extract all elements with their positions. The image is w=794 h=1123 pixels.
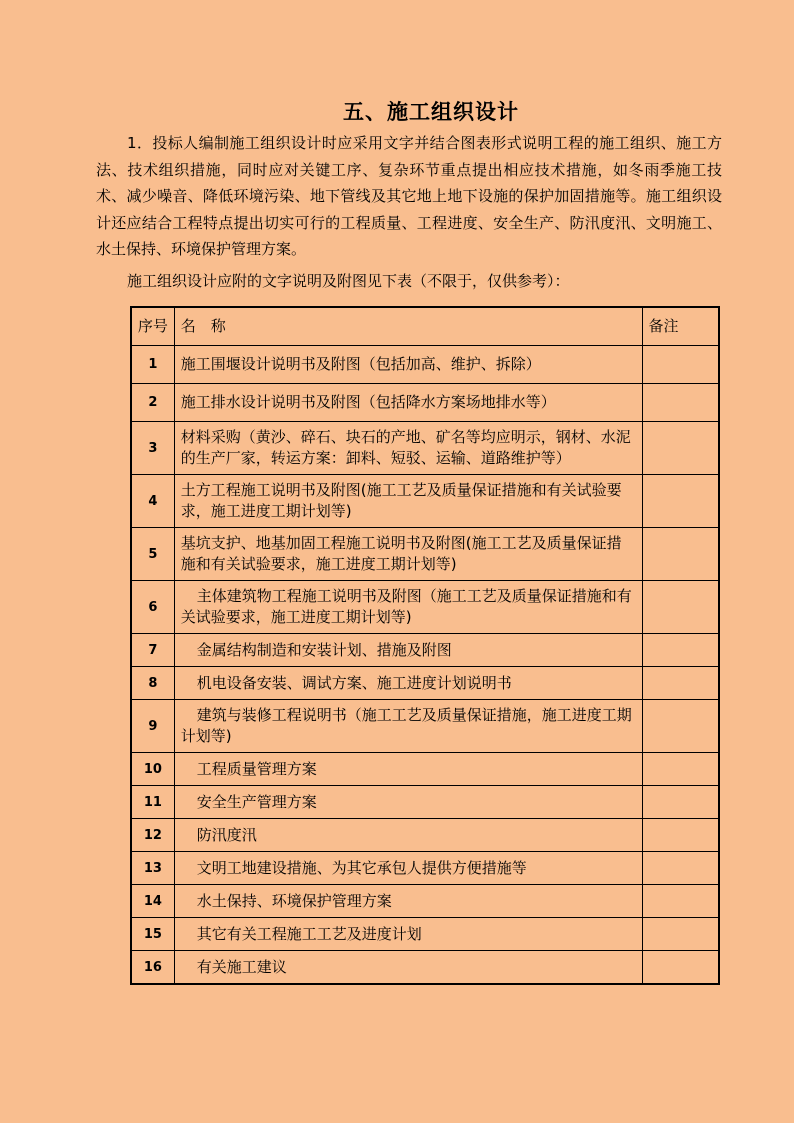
table-row [131, 634, 719, 667]
instruction-paragraph: 1．投标人编制施工组织设计时应采用文字并结合图表形式说明工程的施工组织、施工方法、技术组织措施，同时应对关键工序、复杂环节重点提出相应技术措施，如冬雨季施工技术、减少噪音、降低环境污染、地下管线及其它地上地下设施的保护加固措施等。施工组织设计还应结合工程特点提出切实可行的工程质量、工程进度、安全生产、防汛度汛、文明施工、水土保持、环境保护管理方案。 [96, 134, 722, 258]
row-note [642, 786, 719, 819]
row-name: 材料采购（黄沙、碎石、块石的产地、矿名等均应明示，钢材、水泥的生产厂家，转运方案：卸料、短驳、运输、道路维护等） [174, 422, 642, 475]
row-name: 建筑与装修工程说明书（施工工艺及质量保证措施，施工进度工期计划等) [174, 700, 642, 753]
row-name: 土方工程施工说明书及附图(施工工艺及质量保证措施和有关试验要求，施工进度工期计划等) [174, 475, 642, 528]
row-note [642, 819, 719, 852]
table-row [131, 753, 719, 786]
row-num: 7 [131, 634, 174, 667]
table-row [131, 951, 719, 985]
row-name: 水土保持、环境保护管理方案 [174, 885, 642, 918]
header-note: 备注 [642, 307, 719, 346]
row-num: 5 [131, 528, 174, 581]
row-name: 有关施工建议 [174, 951, 642, 985]
row-name: 施工围堰设计说明书及附图（包括加高、维护、拆除） [174, 346, 642, 384]
row-num: 16 [131, 951, 174, 985]
row-name: 基坑支护、地基加固工程施工说明书及附图(施工工艺及质量保证措施和有关试验要求，施工进度工期计划等) [174, 528, 642, 581]
row-note [642, 918, 719, 951]
row-note [642, 346, 719, 384]
page-title: 五、施工组织设计 [343, 99, 519, 124]
header-name: 名 称 [174, 307, 642, 346]
row-num: 14 [131, 885, 174, 918]
table-row [131, 667, 719, 700]
table-row [131, 852, 719, 885]
row-name: 金属结构制造和安装计划、措施及附图 [174, 634, 642, 667]
row-note [642, 700, 719, 753]
row-note [642, 384, 719, 422]
table-header-row [131, 307, 719, 346]
row-num: 2 [131, 384, 174, 422]
row-note [642, 753, 719, 786]
row-num: 9 [131, 700, 174, 753]
row-num: 13 [131, 852, 174, 885]
row-num: 15 [131, 918, 174, 951]
table-row [131, 786, 719, 819]
table-row [131, 475, 719, 528]
row-name: 防汛度汛 [174, 819, 642, 852]
row-num: 8 [131, 667, 174, 700]
row-note [642, 475, 719, 528]
row-num: 10 [131, 753, 174, 786]
row-num: 1 [131, 346, 174, 384]
row-note [642, 422, 719, 475]
row-num: 11 [131, 786, 174, 819]
row-name: 其它有关工程施工工艺及进度计划 [174, 918, 642, 951]
row-note [642, 667, 719, 700]
attachments-table [130, 306, 720, 985]
row-name: 工程质量管理方案 [174, 753, 642, 786]
row-name: 机电设备安装、调试方案、施工进度计划说明书 [174, 667, 642, 700]
table-row [131, 384, 719, 422]
row-name: 施工排水设计说明书及附图（包括降水方案场地排水等） [174, 384, 642, 422]
row-note [642, 528, 719, 581]
row-num: 12 [131, 819, 174, 852]
row-note [642, 634, 719, 667]
row-note [642, 885, 719, 918]
row-note [642, 852, 719, 885]
row-note [642, 951, 719, 985]
table-row [131, 528, 719, 581]
table-row [131, 422, 719, 475]
table-row [131, 346, 719, 384]
table-row [131, 581, 719, 634]
row-name: 安全生产管理方案 [174, 786, 642, 819]
table-row [131, 885, 719, 918]
row-num: 6 [131, 581, 174, 634]
row-name: 主体建筑物工程施工说明书及附图（施工工艺及质量保证措施和有关试验要求，施工进度工期计划等) [174, 581, 642, 634]
row-name: 文明工地建设措施、为其它承包人提供方便措施等 [174, 852, 642, 885]
table-row [131, 918, 719, 951]
table-intro-paragraph: 施工组织设计应附的文字说明及附图见下表（不限于，仅供参考）： [127, 272, 570, 290]
row-note [642, 581, 719, 634]
table-row [131, 819, 719, 852]
row-num: 4 [131, 475, 174, 528]
table-row [131, 700, 719, 753]
row-num: 3 [131, 422, 174, 475]
header-num: 序号 [131, 307, 174, 346]
